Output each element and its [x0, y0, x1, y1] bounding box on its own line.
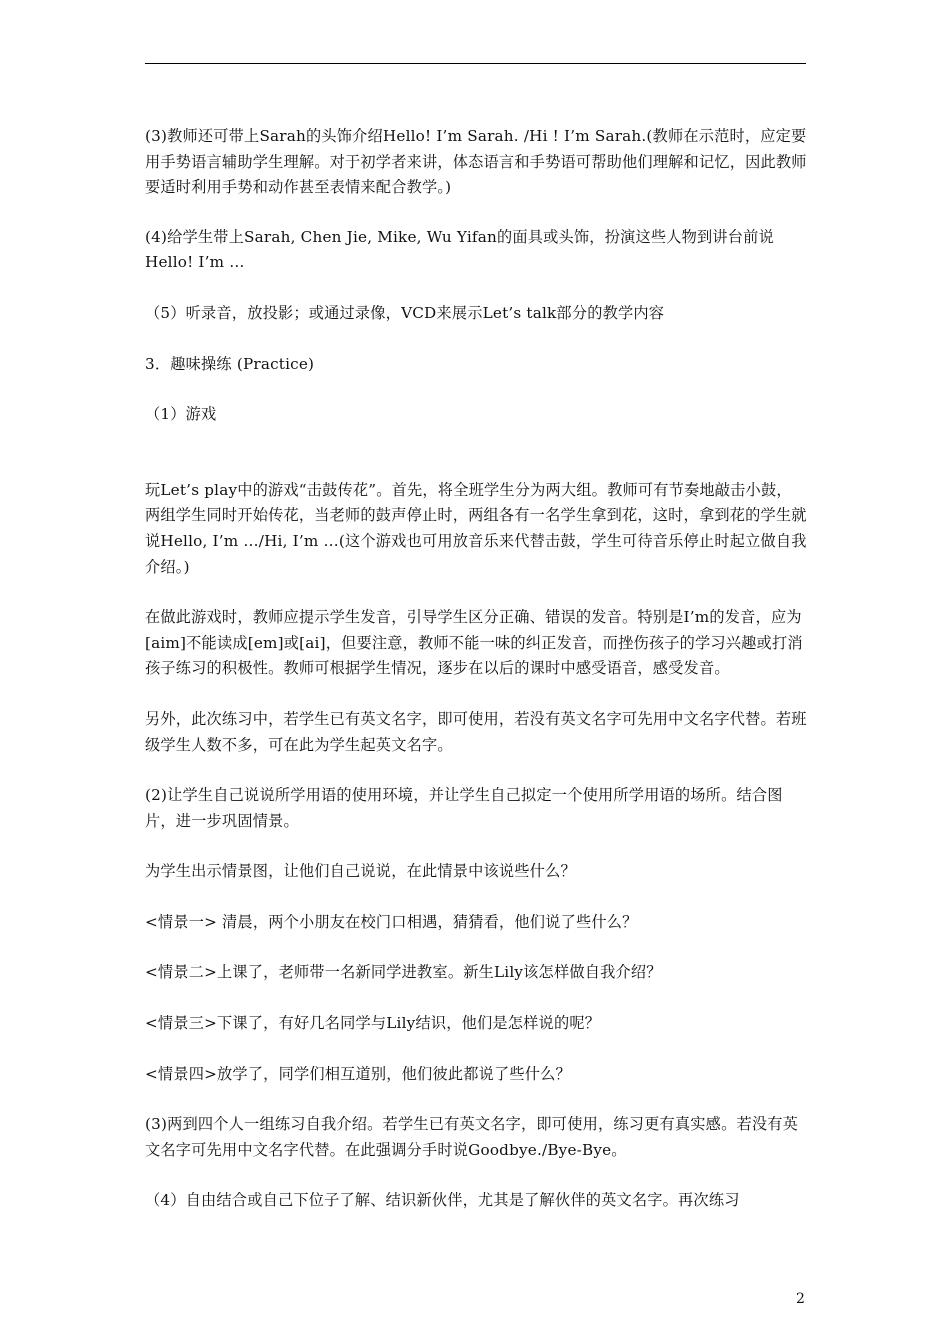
- document-body: [145, 124, 807, 1214]
- paragraph-listen-recording: （5）听录音，放投影；或通过录像，VCD来展示Let’s talk部分的教学内容: [145, 303, 665, 322]
- scene-item-4: <情景四>放学了，同学们相互道别，他们彼此都说了些什么？: [145, 1064, 571, 1083]
- paragraph-teacher-demo: (3)教师还可带上Sarah的头饰介绍Hello! I’m Sarah. /Hi ! I’m Sarah.(教师在示范时，应定要用手势语言辅助学生理解。对于初学者来讲，体态语言和手势语可帮助他们理解和记忆，因此教师要适时利用手势和动作甚至表情来配合教学。): [145, 127, 807, 197]
- scene-item-3: <情景三>下课了，有好几名同学与Lily结识，他们是怎样说的呢？: [145, 1014, 601, 1033]
- paragraph-group-practice: (3)两到四个人一组练习自我介绍。若学生已有英文名字，即可使用，练习更有真实感。若没有英文名字可先用中文名字代替。在此强调分手时说Goodbye./Bye-Bye。: [145, 1115, 799, 1159]
- subheading-game: （1）游戏: [145, 405, 217, 424]
- section-heading-practice: 3．趣味操练 (Practice): [145, 354, 315, 373]
- paragraph-role-play: (4)给学生带上Sarah, Chen Jie, Mike, Wu Yifan的面具或头饰，扮演这些人物到讲台前说Hello! I’m …: [145, 227, 774, 272]
- paragraph-usage-context: (2)让学生自己说说所学用语的使用环境，并让学生自己拟定一个使用所学用语的场所。结合图片，进一步巩固情景。: [145, 786, 783, 830]
- paragraph-game-description: 玩Let’s play中的游戏“击鼓传花”。首先，将全班学生分为两大组。教师可有节奏地敲击小鼓，两组学生同时开始传花，当老师的鼓声停止时，两组各有一名学生拿到花，这时，拿到花的学生就说Hello, I’m …/Hi, I’m …(这个游戏也可用放音乐来代替击鼓，学生可待音乐停止时起立做自我介绍。): [145, 480, 807, 576]
- scene-item-2: <情景二>上课了，老师带一名新同学进教室。新生Lily该怎样做自我介绍？: [145, 963, 662, 982]
- paragraph-scene-intro: 为学生出示情景图，让他们自己说说，在此情景中该说些什么？: [145, 862, 576, 881]
- header-rule: [145, 63, 806, 64]
- paragraph-pronunciation-note: 在做此游戏时，教师应提示学生发音，引导学生区分正确、错误的发音。特别是I’m的发音，应为[aim]不能读成[em]或[ai]，但要注意，教师不能一味的纠正发音，而挫伤孩子的学习兴趣或打消孩子练习的积极性。教师可根据学生情况，逐步在以后的课时中感受语音，感受发音。: [145, 608, 803, 678]
- page-number: 2: [796, 1291, 805, 1307]
- scene-item-1: <情景一> 清晨，两个小朋友在校门口相遇，猜猜看，他们说了些什么？: [145, 912, 638, 931]
- paragraph-english-names: 另外，此次练习中，若学生已有英文名字，即可使用，若没有英文名字可先用中文名字代替。若班级学生人数不多，可在此为学生起英文名字。: [145, 709, 807, 754]
- paragraph-free-pairing: （4）自由结合或自己下位子了解、结识新伙伴，尤其是了解伙伴的英文名字。再次练习: [145, 1191, 740, 1210]
